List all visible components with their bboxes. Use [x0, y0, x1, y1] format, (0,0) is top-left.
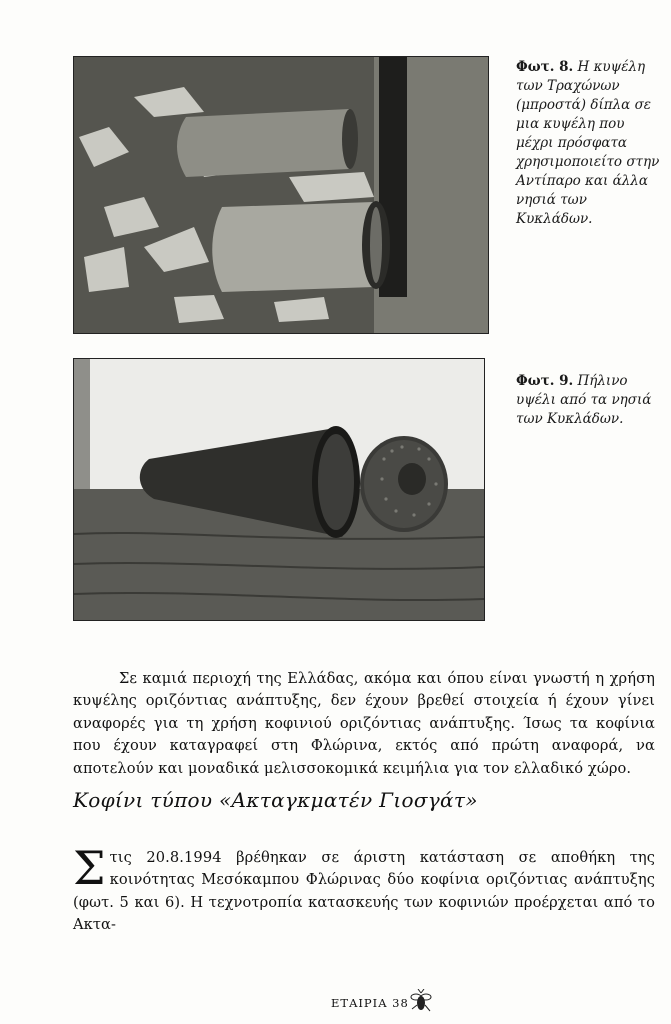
photo-8-label: Φωτ. 8. [516, 59, 574, 75]
photo-clay-hive-drawing [74, 359, 484, 620]
photo-hives-drawing [74, 57, 488, 333]
bee-icon-drawing [410, 989, 432, 1013]
photo-9-caption [516, 372, 666, 429]
body-paragraph-2 [73, 840, 655, 937]
photo-8-caption [516, 58, 666, 229]
photo-9-label: Φωτ. 9. [516, 373, 574, 389]
body-paragraph-2-text: τις 20.8.1994 βρέθηκαν σε άριστη κατάσταση σε αποθήκη της κοινότητας Μεσόκαμπου Φλώρινας δύο κοφίνια οριζόντιας ανάπτυξης (φωτ. 5 και 6). Η τεχνοτροπία κατασκευής των κοφινιών προέρχεται από το Ακτα- [73, 848, 655, 934]
drop-cap: Σ [73, 840, 106, 895]
photo-9-caption-text: Πήλινο υψέλι από τα νησιά των Κυκλάδων. [516, 373, 652, 427]
section-heading: Κοφίνι τύπου «Ακταγκματέν Γιοσγάτ» [73, 788, 478, 812]
photo-hives-among-rocks [73, 56, 489, 334]
bee-icon [410, 989, 432, 1017]
page-footer: ΕΤΑΙΡΙΑ 38 [331, 996, 409, 1010]
body-paragraph-1: Σε καμιά περιοχή της Ελλάδας, ακόμα και όπου είναι γνωστή η χρήση κυψέλης οριζόντιας ανάπτυξης, δεν έχουν βρεθεί στοιχεία ή έχουν γίνει αναφορές για τη χρήση κοφινιού οριζόντιας ανάπτυξης. Ίσως τα κοφίνια που έχουν καταγραφεί στη Φλώρινα, εκτός από πρώτη αναφορά, να αποτελούν και μοναδικά μελισσοκομικά κειμήλια για τον ελλαδικό χώρο. [73, 669, 655, 777]
photo-8-caption-text: Η κυψέλη των Τραχώνων (μπροστά) δίπλα σε μια κυψέλη που μέχρι πρόσφατα χρησιμοποιείτο στην Αντίπαρο και άλλα νησιά των Κυκλάδων. [516, 59, 660, 227]
photo-clay-hive [73, 358, 485, 621]
